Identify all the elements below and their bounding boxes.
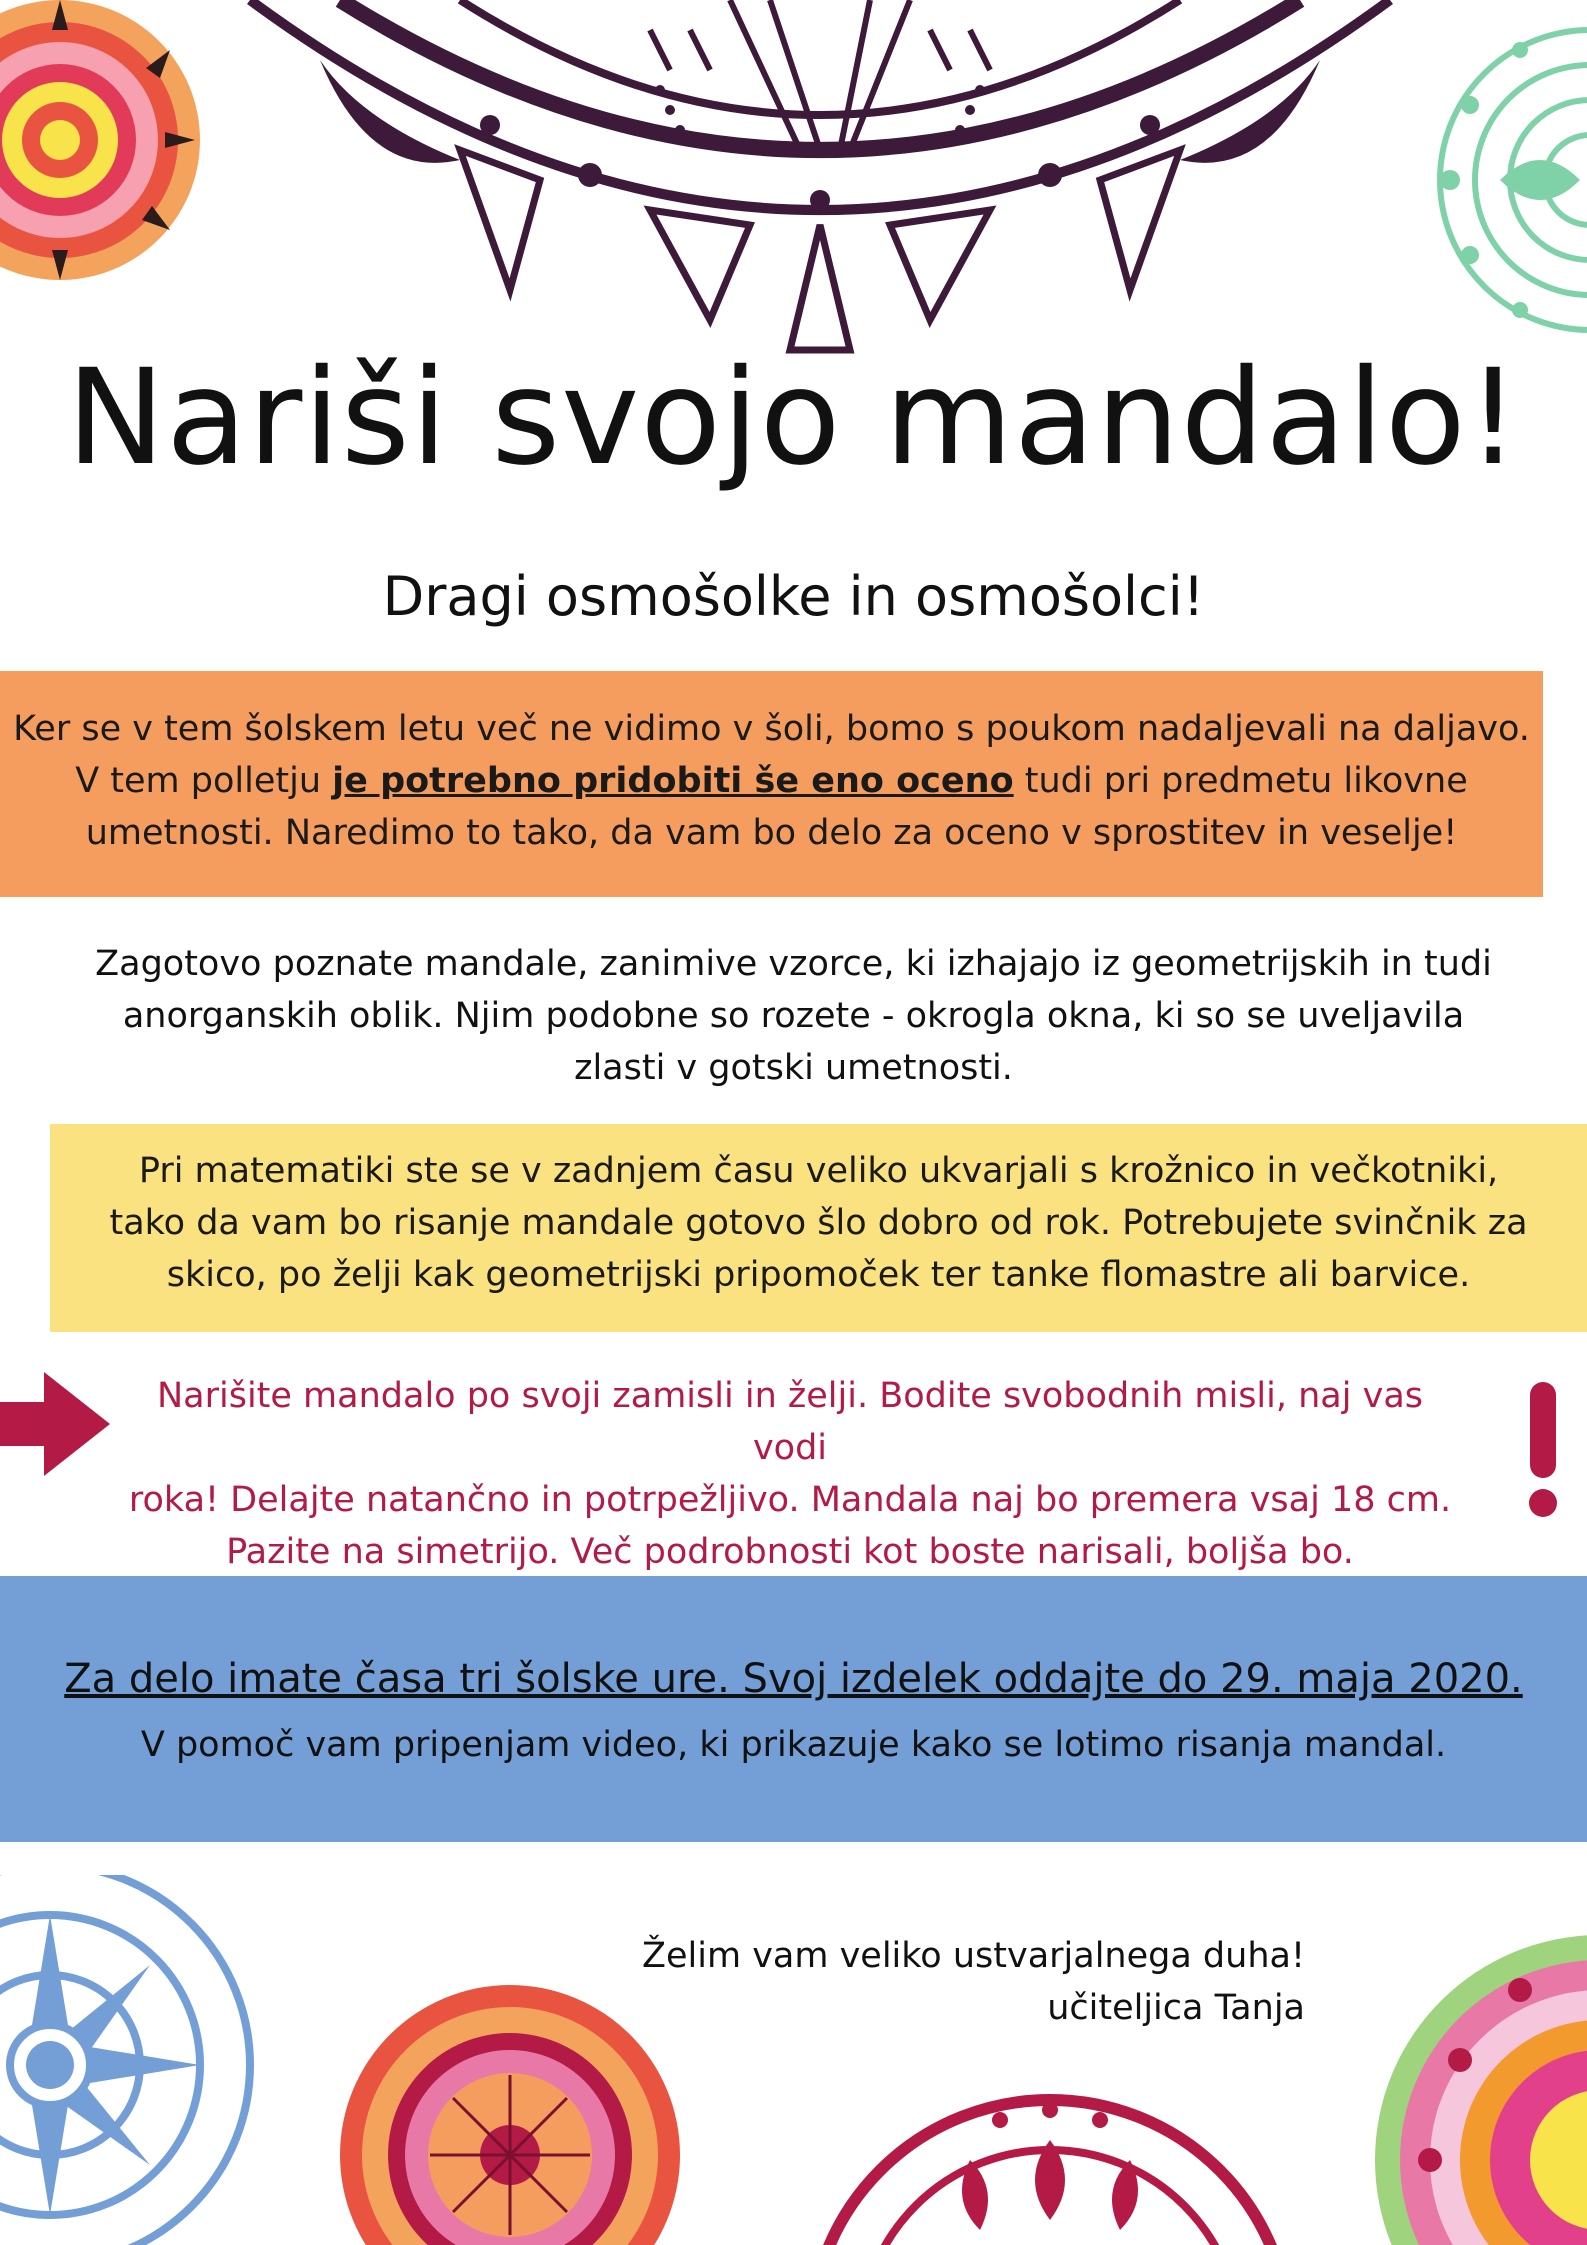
intro-line-1: Ker se v tem šolskem letu več ne vidimo v šoli, bomo s poukom nadaljevali na daljavo.	[13, 709, 1530, 749]
materials-line-3: skico, po želji kak geometrijski pripomoček ter tanke flomastre ali barvice.	[166, 1255, 1471, 1295]
video-help-text: V pomoč vam pripenjam video, ki prikazuje kako se lotimo risanja mandal.	[140, 1725, 1447, 1765]
mandala-bottom-left-icon	[0, 1875, 260, 2245]
signoff-wish: Želim vam veliko ustvarjalnega duha!	[642, 1936, 1305, 1976]
page-subtitle: Dragi osmošolke in osmošolci!	[382, 565, 1205, 628]
intro-line-2-before: V tem polletju	[75, 761, 333, 801]
about-line-1: Zagotovo poznate mandale, zanimive vzorce, ki izhajajo iz geometrijskih in tudi	[95, 944, 1492, 984]
deadline-band	[0, 1576, 1587, 1842]
signoff	[642, 1930, 1305, 2034]
about-paragraph	[0, 938, 1587, 1094]
mandala-top-right-icon	[1420, 10, 1587, 350]
deadline-text: Za delo imate časa tri šolske ure. Svoj izdelek oddajte do 29. maja 2020.	[64, 1656, 1523, 1702]
mandala-top-icon	[230, 0, 1410, 360]
intro-band	[0, 671, 1543, 897]
instructions-line-2: roka! Delajte natančno in potrpežljivo. Mandala naj bo premera vsaj 18 cm.	[128, 1480, 1452, 1520]
materials-line-1: Pri matematiki ste se v zadnjem času veliko ukvarjali s krožnico in večkotniki,	[138, 1151, 1499, 1191]
intro-line-2-after: tudi pri predmetu likovne	[1013, 761, 1468, 801]
about-line-2: anorganskih oblik. Njim podobne so rozete - okrogla okna, ki so se uveljavila	[122, 996, 1465, 1036]
mandala-bottom-mid-left-icon	[335, 1980, 685, 2245]
intro-emphasis: je potrebno pridobiti še eno oceno	[332, 761, 1014, 801]
intro-line-3: umetnosti. Naredimo to tako, da vam bo delo za oceno v sprostitev in veselje!	[85, 813, 1458, 853]
mandala-bottom-right-icon	[1370, 1930, 1587, 2245]
instructions-line-3: Pazite na simetrijo. Več podrobnosti kot boste narisali, boljša bo.	[226, 1532, 1354, 1572]
mandala-bottom-center-icon	[800, 2080, 1300, 2245]
exclamation-icon	[1526, 1382, 1562, 1518]
materials-band	[50, 1124, 1587, 1332]
page-title: Nariši svojo mandalo!	[66, 341, 1521, 495]
about-line-3: zlasti v gotski umetnosti.	[574, 1048, 1013, 1088]
mandala-top-left-icon	[0, 0, 240, 310]
materials-line-2: tako da vam bo risanje mandale gotovo šlo dobro od rok. Potrebujete svinčnik za	[109, 1203, 1528, 1243]
instructions-paragraph	[120, 1370, 1460, 1578]
arrow-right-icon	[0, 1372, 112, 1476]
instructions-line-1: Narišite mandalo po svoji zamisli in želji. Bodite svobodnih misli, naj vas vodi	[156, 1376, 1424, 1468]
intro-line-2	[0, 755, 1543, 807]
signoff-name: učiteljica Tanja	[1047, 1988, 1305, 2028]
